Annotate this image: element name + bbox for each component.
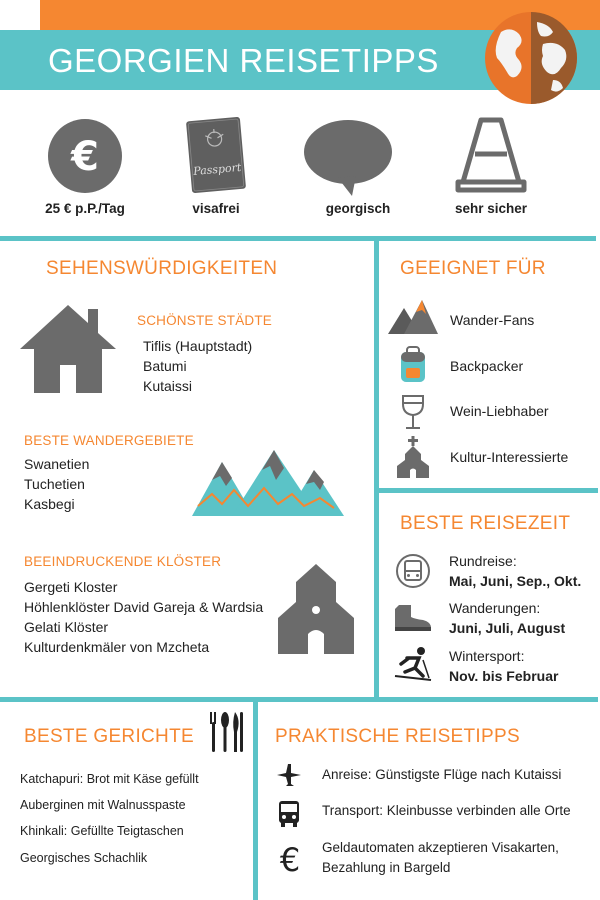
- list-item: Gelati Klöster: [24, 619, 109, 635]
- hiking-boot-icon: [393, 603, 433, 633]
- food-heading: BESTE GERICHTE: [24, 726, 194, 747]
- list-item: Gergeti Kloster: [24, 579, 118, 595]
- traffic-cone-icon: [455, 116, 527, 194]
- season-winter-label: Wintersport:: [449, 648, 525, 664]
- monasteries-heading: BEEINDRUCKENDE KLÖSTER: [24, 554, 222, 569]
- list-item: Swanetien: [24, 456, 90, 472]
- tip-arrival: Anreise: Günstigste Flüge nach Kutaissi: [322, 767, 562, 782]
- divider-right: [376, 488, 598, 493]
- skier-icon: [393, 646, 433, 682]
- mountains-illustration-icon: [192, 448, 344, 518]
- food-item: Katchapuri: Brot mit Käse gefüllt: [20, 772, 199, 786]
- list-item: Tiflis (Hauptstadt): [143, 338, 253, 354]
- tips-heading: PRAKTISCHE REISETIPPS: [275, 726, 520, 747]
- season-winter-value: Nov. bis Februar: [449, 668, 559, 684]
- bus-front-icon: [395, 553, 431, 589]
- season-roundtrip-value: Mai, Juni, Sep., Okt.: [449, 573, 582, 589]
- season-hiking-value: Juni, Juli, August: [449, 620, 566, 636]
- suitable-item-culture: Kultur-Interessierte: [450, 449, 569, 465]
- cities-heading: SCHÖNSTE STÄDTE: [137, 313, 273, 328]
- mountains-icon: [388, 298, 438, 336]
- euro-coin-icon: [47, 118, 123, 194]
- hiking-heading: BESTE WANDERGEBIETE: [24, 433, 194, 448]
- church-icon: [396, 436, 430, 478]
- fact-cost-label: 25 € p.P./Tag: [45, 201, 125, 216]
- monasteries-list: [24, 577, 263, 657]
- svg-text:€: €: [71, 134, 99, 180]
- speech-bubble-icon: [302, 118, 394, 198]
- tip-transport: Transport: Kleinbusse verbinden alle Orte: [322, 803, 571, 818]
- page-title: GEORGIEN REISETIPPS: [48, 42, 439, 79]
- divider-bottom: [0, 697, 598, 702]
- house-icon: [18, 303, 118, 395]
- tip-money-line1: Geldautomaten akzeptieren Visakarten,: [322, 840, 559, 855]
- cutlery-icon: [209, 712, 245, 752]
- passport-word: Passport: [192, 160, 242, 179]
- list-item: Tuchetien: [24, 476, 85, 492]
- backpack-icon: [398, 346, 428, 384]
- divider-middle-vertical: [374, 236, 379, 697]
- svg-text:€: €: [279, 842, 301, 876]
- food-item: Auberginen mit Walnusspaste: [20, 798, 186, 812]
- hiking-list: [24, 454, 89, 514]
- suitable-item-wine: Wein-Liebhaber: [450, 403, 549, 419]
- bus-icon: [277, 800, 301, 828]
- fact-language-label: georgisch: [325, 201, 391, 216]
- divider-bottom-vertical: [253, 697, 258, 900]
- list-item: Batumi: [143, 358, 187, 374]
- food-item: Khinkali: Gefüllte Teigtaschen: [20, 824, 184, 838]
- chapel-icon: [274, 562, 358, 656]
- passport-icon: [185, 115, 247, 195]
- season-heading: BESTE REISEZEIT: [400, 513, 571, 534]
- list-item: Kasbegi: [24, 496, 75, 512]
- suitable-item-backpackers: Backpacker: [450, 358, 524, 374]
- euro-icon: [274, 842, 306, 876]
- food-item: Georgisches Schachlik: [20, 851, 148, 865]
- suitable-heading: GEEIGNET FÜR: [400, 258, 546, 279]
- airplane-icon: [276, 762, 302, 788]
- list-item: Höhlenklöster David Gareja & Wardsia: [24, 599, 264, 615]
- list-item: Kulturdenkmäler von Mzcheta: [24, 639, 210, 655]
- globe-icon: [483, 10, 579, 106]
- season-hiking-label: Wanderungen:: [449, 600, 541, 616]
- divider-top: [0, 236, 596, 241]
- season-roundtrip-label: Rundreise:: [449, 553, 517, 569]
- list-item: Kutaissi: [143, 378, 193, 394]
- fact-visa-label: visafrei: [192, 201, 240, 216]
- sights-heading: SEHENSWÜRDIGKEITEN: [46, 258, 278, 279]
- cities-list: [143, 336, 252, 396]
- suitable-item-hikers: Wander-Fans: [450, 312, 535, 328]
- tip-money-line2: Bezahlung in Bargeld: [322, 860, 451, 875]
- wine-glass-icon: [400, 394, 426, 430]
- fact-safety-label: sehr sicher: [454, 201, 528, 216]
